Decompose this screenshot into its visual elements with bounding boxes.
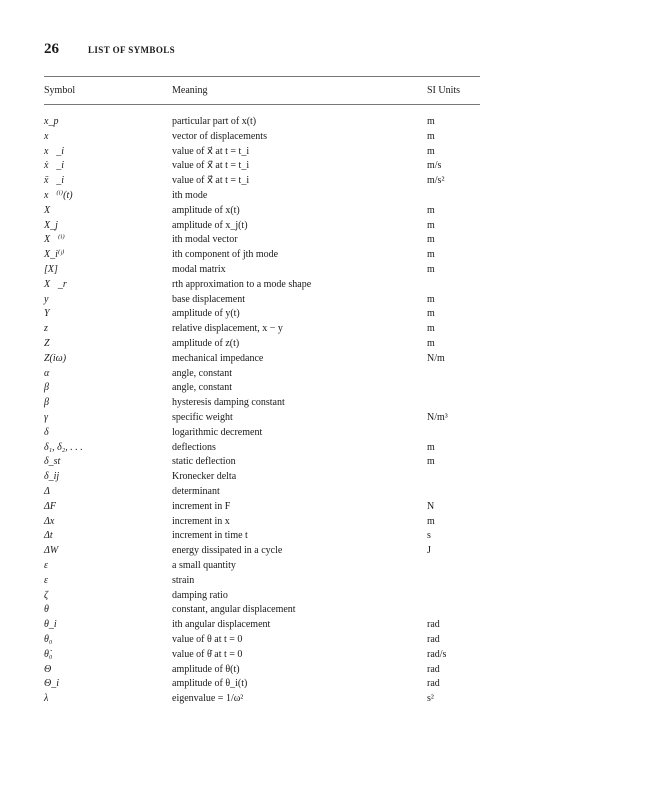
table-row	[0, 603, 645, 617]
running-header-title: LIST OF SYMBOLS	[88, 45, 176, 55]
meaning-cell: determinant	[172, 486, 220, 497]
table-row	[0, 396, 645, 410]
column-header-meaning: Meaning	[172, 85, 208, 96]
symbol-cell: α	[44, 367, 50, 379]
symbol-cell: z	[44, 323, 48, 335]
units-cell: N	[427, 500, 435, 512]
units-cell: m	[427, 219, 435, 231]
table-row	[0, 470, 645, 484]
meaning-cell: constant, angular displacement	[172, 604, 296, 616]
symbol-cell: θ_i	[44, 619, 57, 631]
table-row	[0, 248, 645, 262]
table-row	[0, 278, 645, 292]
units-cell: m	[427, 130, 435, 142]
meaning-cell: ith component of jth mode	[172, 249, 279, 261]
symbol-cell: Θ	[44, 663, 52, 675]
symbol-cell: δ₁, δ₂, . . .	[44, 441, 83, 453]
meaning-cell: amplitude of z(t)	[172, 338, 240, 349]
table-row	[0, 130, 645, 144]
meaning-cell: mechanical impedance	[172, 352, 264, 364]
table-row	[0, 485, 645, 499]
meaning-cell: rth approximation to a mode shape	[172, 278, 312, 290]
symbol-cell: X⃗⁽ⁱ⁾	[44, 234, 65, 246]
table-row	[0, 515, 645, 529]
units-cell: m	[427, 441, 435, 453]
table-row	[0, 381, 645, 395]
meaning-cell: amplitude of x(t)	[172, 204, 240, 216]
meaning-cell: angle, constant	[172, 367, 232, 379]
column-header-units: SI Units	[427, 85, 461, 96]
meaning-cell: modal matrix	[172, 264, 226, 275]
symbol-cell: Z(iω)	[44, 352, 67, 364]
meaning-cell: amplitude of θ(t)	[172, 663, 240, 675]
symbol-cell: ẍ⃗_i	[44, 175, 64, 187]
table-row	[0, 677, 645, 691]
meaning-cell: amplitude of y(t)	[172, 308, 240, 320]
units-cell: rad	[427, 678, 440, 690]
symbol-cell: β	[44, 397, 49, 409]
meaning-cell: damping ratio	[172, 589, 228, 601]
table-row	[0, 574, 645, 588]
units-cell: rad	[427, 663, 440, 675]
table-row	[0, 500, 645, 514]
symbol-cell: x⃗_i	[44, 145, 64, 157]
symbol-cell: δ_st	[44, 456, 61, 468]
table-row	[0, 293, 645, 307]
units-cell: s²	[427, 693, 434, 705]
table-row	[0, 219, 645, 233]
table-row	[0, 322, 645, 336]
units-cell: rad	[427, 619, 440, 631]
table-row	[0, 367, 645, 381]
symbol-cell: θ₀	[44, 634, 53, 645]
table-row	[0, 544, 645, 558]
symbol-cell: θ̇₀	[44, 648, 53, 660]
symbol-cell: ε	[44, 560, 48, 571]
meaning-cell: particular part of x(t)	[172, 116, 257, 127]
symbol-cell: β	[44, 382, 49, 394]
symbol-cell: Z	[44, 338, 50, 349]
units-cell: N/m³	[427, 412, 448, 423]
table-row	[0, 159, 645, 173]
meaning-cell: strain	[172, 574, 195, 586]
symbol-cell: γ	[44, 412, 48, 423]
table-row	[0, 663, 645, 677]
table-row	[0, 692, 645, 706]
meaning-cell: specific weight	[172, 412, 233, 423]
units-cell: m	[427, 145, 435, 157]
table-row	[0, 648, 645, 662]
meaning-cell: amplitude of x_j(t)	[172, 219, 248, 231]
symbol-cell: y	[44, 293, 49, 305]
table-row	[0, 189, 645, 203]
meaning-cell: relative displacement, x − y	[172, 323, 283, 335]
table-row	[0, 337, 645, 351]
table-row	[0, 307, 645, 321]
meaning-cell: increment in x	[172, 515, 230, 527]
symbol-cell: λ	[44, 693, 49, 705]
meaning-cell: logarithmic decrement	[172, 426, 263, 438]
symbol-cell: Y	[44, 308, 50, 320]
symbol-cell: X_i⁽ʲ⁾	[44, 249, 65, 261]
meaning-cell: value of ẋ⃗ at t = t_i	[172, 160, 250, 172]
symbol-cell: ε	[44, 574, 48, 586]
units-cell: m	[427, 293, 435, 305]
table-row	[0, 426, 645, 440]
table-row	[0, 115, 645, 129]
page-number: 26	[44, 41, 59, 57]
table-row	[0, 441, 645, 455]
symbol-cell: x_p	[44, 116, 59, 127]
symbol-cell: x⃗⁽ⁱ⁾(t)	[44, 190, 73, 201]
units-cell: m/s²	[427, 175, 445, 187]
table-row	[0, 411, 645, 425]
symbol-cell: δ_ij	[44, 471, 60, 483]
table-row	[0, 263, 645, 277]
units-cell: rad/s	[427, 648, 447, 660]
symbol-cell: X	[44, 204, 51, 216]
column-header-symbol: Symbol	[44, 85, 76, 96]
meaning-cell: value of x⃗ at t = t_i	[172, 145, 250, 157]
meaning-cell: value of ẍ⃗ at t = t_i	[172, 175, 250, 187]
table-row	[0, 618, 645, 632]
table-row	[0, 352, 645, 366]
table-row	[0, 633, 645, 647]
units-cell: m	[427, 456, 435, 468]
units-cell: m	[427, 515, 435, 527]
meaning-cell: ith modal vector	[172, 234, 238, 246]
table-row	[0, 145, 645, 159]
units-cell: J	[427, 545, 431, 557]
meaning-cell: hysteresis damping constant	[172, 397, 285, 409]
symbol-cell: Δt	[44, 530, 53, 542]
meaning-cell: Kronecker delta	[172, 471, 237, 483]
table-row	[0, 455, 645, 469]
meaning-cell: ith angular displacement	[172, 619, 271, 631]
table-row	[0, 559, 645, 573]
units-cell: m	[427, 204, 435, 216]
symbol-cell: ΔW	[44, 545, 59, 557]
meaning-cell: static deflection	[172, 456, 236, 468]
meaning-cell: value of θ̇ at t = 0	[172, 648, 243, 660]
meaning-cell: increment in F	[172, 500, 231, 512]
meaning-cell: deflections	[172, 441, 216, 453]
table-row	[0, 233, 645, 247]
symbol-cell: δ	[44, 426, 49, 438]
meaning-cell: eigenvalue = 1/ω²	[172, 693, 244, 705]
symbol-cell: X_j	[44, 219, 58, 231]
symbol-cell: Δ	[44, 486, 50, 497]
symbol-cell: X⃗_r	[44, 278, 67, 290]
units-cell: m	[427, 323, 435, 335]
table-row	[0, 529, 645, 543]
meaning-cell: base displacement	[172, 293, 246, 305]
symbol-cell: Θ_i	[44, 678, 59, 690]
units-cell: m	[427, 338, 435, 349]
meaning-cell: amplitude of θ_i(t)	[172, 678, 248, 690]
meaning-cell: a small quantity	[172, 560, 236, 571]
table-row	[0, 589, 645, 603]
units-cell: N/m	[427, 352, 445, 364]
meaning-cell: vector of displacements	[172, 130, 267, 142]
table-row	[0, 174, 645, 188]
units-cell: m	[427, 308, 435, 320]
meaning-cell: energy dissipated in a cycle	[172, 545, 283, 557]
meaning-cell: increment in time t	[172, 530, 248, 542]
units-cell: s	[427, 530, 431, 542]
meaning-cell: angle, constant	[172, 382, 232, 394]
meaning-cell: value of θ at t = 0	[172, 634, 243, 645]
symbol-cell: Δx	[44, 515, 55, 527]
symbol-cell: ΔF	[44, 500, 56, 512]
symbol-cell: ζ	[44, 589, 49, 601]
units-cell: m	[427, 234, 435, 246]
units-cell: m	[427, 264, 435, 275]
meaning-cell: ith mode	[172, 190, 208, 201]
symbol-cell: x⃗	[44, 130, 57, 142]
units-cell: m	[427, 116, 435, 127]
symbol-cell: [X]	[44, 264, 58, 275]
symbol-cell: θ	[44, 604, 49, 616]
table-row	[0, 204, 645, 218]
units-cell: rad	[427, 634, 440, 645]
units-cell: m/s	[427, 160, 442, 172]
units-cell: m	[427, 249, 435, 261]
symbol-cell: ẋ⃗_i	[44, 160, 64, 172]
